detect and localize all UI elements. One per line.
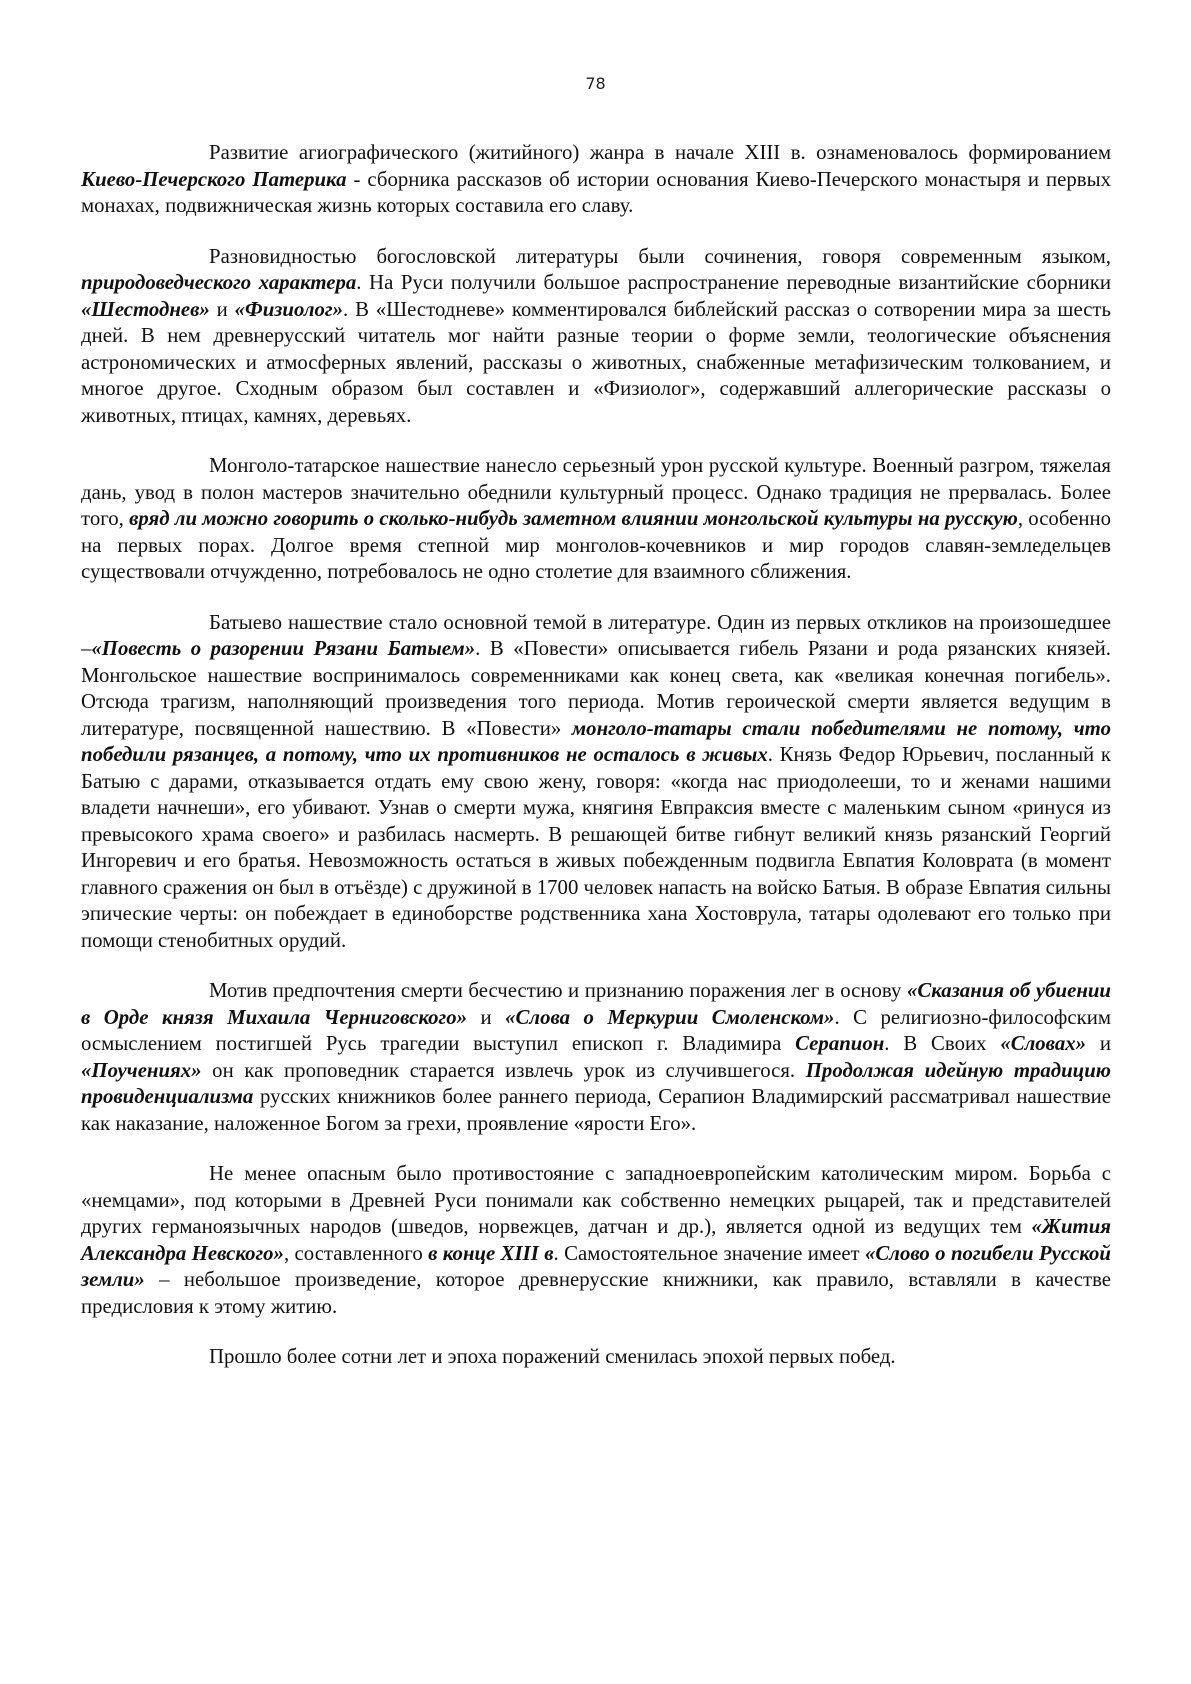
text-run: . С религиозно-философским осмыслением постигшей Русь трагедии выступил епископ г. Владимира: [81, 1005, 1111, 1055]
paragraph: [81, 978, 1111, 1137]
body-text: [81, 140, 1111, 1371]
text-run: Разновидностью богословской литературы были сочинения, говоря современным языком,: [209, 244, 1111, 268]
paragraph: [81, 1161, 1111, 1320]
text-run: . В «Повести» описывается гибель Рязани и рода рязанских князей. Монгольское нашествие воспринималось современниками как конец света, как «великая конечная погибель». Отсюда трагизм, наполняющий произведения того периода. Мотив героической смерти является ведущим в литературе, посвященной нашествию. В «Повести»: [81, 637, 1112, 740]
emphasized-text: «Физиолог»: [234, 297, 344, 321]
paragraph: [81, 610, 1111, 955]
emphasized-text: Продолжая идейную традицию провиденциализма: [81, 1058, 1111, 1108]
text-run: Не менее опасным было противостояние с западноевропейским католическим миром. Борьба с «немцами», под которыми в Древней Руси понимали как собственно немецких рыцарей, так и представителей других германоязычных народов (шведов, норвежцев, датчан и др.), является одной из ведущих тем: [81, 1162, 1111, 1238]
paragraph: [81, 140, 1111, 220]
text-run: - сборника рассказов об истории основания Киево-Печерского монастыря и первых монахах, подвижническая жизнь которых составила его славу.: [81, 167, 1111, 217]
emphasized-text: Серапион: [795, 1032, 885, 1055]
emphasized-text: «Словах»: [1000, 1032, 1087, 1055]
text-run: Батыево нашествие стало основной темой в литературе. Один из первых откликов на произошедшее –: [81, 610, 1111, 660]
text-run: – небольшое произведение, которое древнерусские книжники, как правило, вставляли в качестве предисловия к этому житию.: [81, 1268, 1111, 1318]
emphasized-text: «Сказания об убиении в Орде князя Михаила Черниговского»: [81, 979, 1112, 1029]
text-run: . В Своих: [884, 1032, 1001, 1055]
paragraph: [81, 244, 1111, 430]
emphasized-text: природоведческого характера: [81, 271, 357, 294]
text-run: русских книжников более раннего периода, Серапион Владимирский рассматривал нашествие как наказание, наложенное Богом за грехи, проявление «ярости Его».: [81, 1085, 1111, 1135]
text-run: , составленного: [283, 1241, 429, 1265]
emphasized-text: монголо-татары стали победителями не потому, что победили рязанцев, а потому, что их противников не осталось в живых: [81, 716, 1111, 766]
text-run: Монголо-татарское нашествие нанесло серьезный урон русской культуре. Военный разгром, тяжелая дань, увод в полон мастеров значительно обеднили культурный процесс. Однако традиция не прервалась. Более того,: [81, 454, 1111, 530]
text-run: . Князь Федор Юрьевич, посланный к Батыю с дарами, отказывается отдать ему свою жену, говоря: «когда нас приодолееши, то и женами нашими владети начнеши», его убивают. Узнав о смерти мужа, княгиня Евпраксия вместе с маленьким сыном «ринуся из превысокого храма своего» и разбилась насмерть. В решающей битве гибнут великий князь рязанский Георгий Ингоревич и его братья. Невозможность остаться в живых побежденным подвигла Евпатия Коловрата (в момент главного сражения он был в отъёзде) с дружиной в 1700 человек напасть на войско Батыя. В образе Евпатия сильны эпические черты: он побеждает в единоборстве родственника хана Хостоврула, татары одолевают его только при помощи стенобитных орудий.: [81, 743, 1111, 952]
emphasized-text: в конце XIII в: [428, 1241, 554, 1265]
text-run: . На Руси получили большое распространение переводные византийские сборники: [356, 271, 1111, 294]
text-run: и: [209, 297, 235, 321]
emphasized-text: «Слова о Меркурии Смоленском»: [505, 1005, 835, 1029]
text-run: . В «Шестодневе» комментировался библейский рассказ о сотворении мира за шесть дней. В нем древнерусский читатель мог найти разные теории о форме земли, теологические объяснения астрономических и атмосферных явлений, рассказы о животных, снабженные метафизическим толкованием, и многое другое. Сходным образом был составлен и «Физиолог», содержавший аллегорические рассказы о животных, птицах, камнях, деревьях.: [81, 297, 1111, 427]
text-run: и: [1086, 1032, 1111, 1055]
text-run: , особенно на первых порах. Долгое время степной мир монголов-кочевников и мир городов славян-земледельцев существовали отчужденно, потребовалось не одно столетие для взаимного сближения.: [81, 507, 1112, 583]
text-run: Развитие агиографического (житийного) жанра в начале XIII в. ознаменовалось формированием: [209, 141, 1111, 164]
text-run: и: [467, 1005, 506, 1029]
page-number: 78: [585, 74, 606, 93]
emphasized-text: «Жития Александра Невского»: [81, 1215, 1111, 1265]
text-run: он как проповедник старается извлечь урок из случившегося.: [201, 1058, 806, 1082]
emphasized-text: «Слово о погибели Русской земли»: [81, 1241, 1112, 1291]
paragraph: [81, 1344, 1111, 1371]
text-run: . Самостоятельное значение имеет: [553, 1241, 866, 1265]
emphasized-text: «Шестоднев»: [81, 297, 210, 321]
paragraph: [81, 453, 1111, 586]
text-run: Мотив предпочтения смерти бесчестию и признанию поражения лег в основу: [209, 979, 907, 1002]
emphasized-text: вряд ли можно говорить о сколько-нибудь заметном влиянии монгольской культуры на русскую: [129, 507, 1018, 530]
emphasized-text: Киево-Печерского Патерика: [81, 167, 347, 191]
emphasized-text: «Повесть о разорении Рязани Батыем»: [91, 637, 476, 660]
emphasized-text: «Поучениях»: [81, 1058, 202, 1082]
text-run: Прошло более сотни лет и эпоха поражений сменилась эпохой первых побед.: [209, 1345, 896, 1368]
